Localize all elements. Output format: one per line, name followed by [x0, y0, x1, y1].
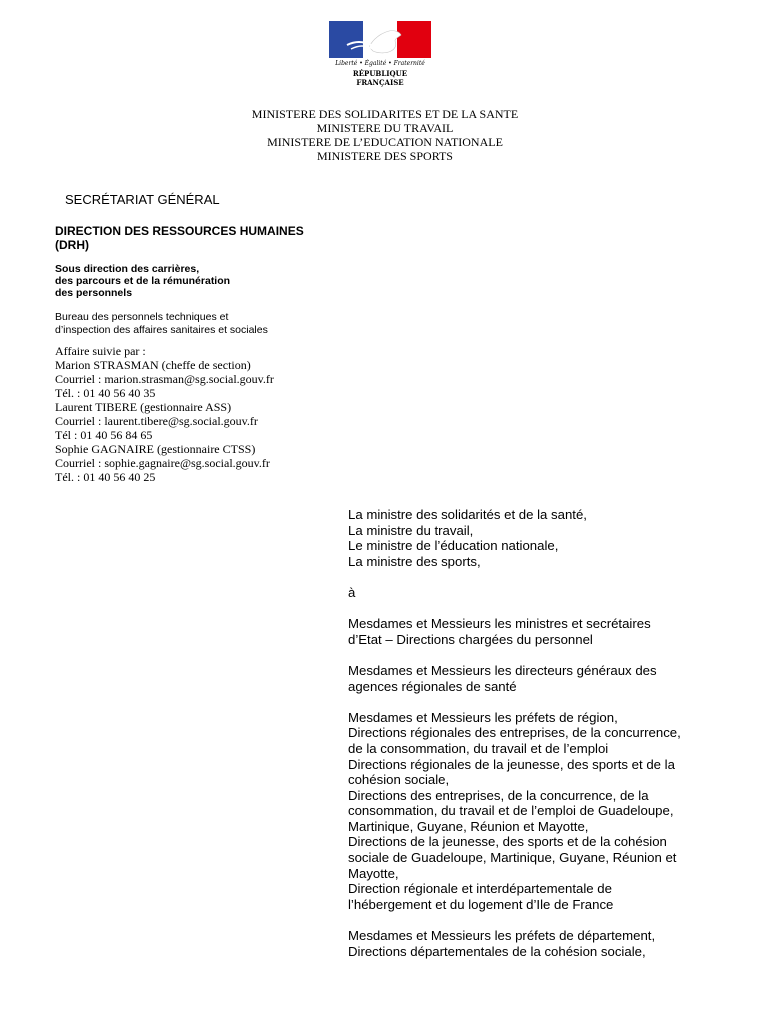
contact-line: Laurent TIBERE (gestionnaire ASS): [55, 400, 232, 414]
ministry-line: MINISTERE DU TRAVAIL: [316, 121, 454, 135]
motto: Liberté • Égalité • Fraternité: [335, 60, 425, 67]
sender-line: La ministre du travail,: [348, 522, 474, 538]
contact-line: Affaire suivie par :: [55, 344, 146, 358]
contact-block: [55, 344, 274, 484]
contact-phone: Tél. : 01 40 56 40 25: [55, 470, 156, 484]
bureau-line: Bureau des personnels techniques et: [55, 311, 229, 323]
marianne-flag-icon: [329, 21, 431, 58]
direction-line: (DRH): [55, 238, 89, 252]
sous-direction-line: des personnels: [55, 287, 133, 299]
sous-direction-line: Sous direction des carrières,: [55, 263, 200, 275]
recipient-line: Martinique, Guyane, Réunion et Mayotte,: [348, 818, 589, 834]
addressed-to: à: [348, 584, 356, 600]
recipient-line: l’hébergement et du logement d’Ile de France: [348, 896, 614, 912]
recipient-line: agences régionales de santé: [348, 678, 517, 694]
recipient-line: Directions régionales des entreprises, de la concurrence,: [348, 725, 681, 741]
republic-label: RÉPUBLIQUE FRANÇAISE: [352, 69, 408, 87]
recipient-group: [348, 710, 748, 913]
recipient-line: Direction régionale et interdépartementale de: [348, 881, 612, 897]
contact-email: Courriel : marion.strasman@sg.social.gouv.fr: [55, 372, 274, 386]
recipient-line: Mesdames et Messieurs les directeurs généraux des: [348, 662, 657, 678]
direction-title: [55, 224, 304, 252]
sender-line: Le ministre de l’éducation nationale,: [348, 538, 559, 554]
recipient-line: Directions de la jeunesse, des sports et de la cohésion: [348, 834, 667, 850]
recipient-line: Mayotte,: [348, 865, 399, 881]
recipient-group: [348, 663, 748, 694]
recipient-line: sociale de Guadeloupe, Martinique, Guyane, Réunion et: [348, 850, 677, 866]
sender-line: La ministre des solidarités et de la santé,: [348, 507, 587, 522]
sender-line: La ministre des sports,: [348, 553, 481, 569]
bureau-line: d’inspection des affaires sanitaires et sociales: [55, 323, 268, 336]
contact-line: Sophie GAGNAIRE (gestionnaire CTSS): [55, 442, 256, 456]
contact-email: Courriel : laurent.tibere@sg.social.gouv.fr: [55, 414, 258, 428]
recipients-block: [348, 507, 748, 959]
recipient-line: cohésion sociale,: [348, 772, 450, 788]
contact-email: Courriel : sophie.gagnaire@sg.social.gouv.fr: [55, 456, 270, 470]
recipient-line: Mesdames et Messieurs les ministres et secrétaires: [348, 616, 651, 632]
recipient-line: Directions régionales de la jeunesse, des sports et de la: [348, 756, 675, 772]
marianne-logo: [329, 21, 431, 87]
recipient-line: d’Etat – Directions chargées du personnel: [348, 631, 593, 647]
sous-direction: [55, 263, 230, 299]
recipient-line: consommation, du travail et de l’emploi de Guadeloupe,: [348, 803, 674, 819]
recipient-line: Directions des entreprises, de la concurrence, de la: [348, 787, 649, 803]
secretariat-general: SECRÉTARIAT GÉNÉRAL: [65, 192, 220, 207]
contact-phone: Tél : 01 40 56 84 65: [55, 428, 153, 442]
contact-phone: Tél. : 01 40 56 40 35: [55, 386, 156, 400]
direction-line: DIRECTION DES RESSOURCES HUMAINES: [55, 224, 304, 238]
ministry-line: MINISTERE DES SOLIDARITES ET DE LA SANTE: [251, 107, 519, 121]
recipient-line: Mesdames et Messieurs les préfets de région,: [348, 709, 618, 725]
ministries-heading: [185, 107, 585, 163]
bureau: [55, 311, 268, 336]
senders-list: [348, 507, 748, 569]
recipient-line: Mesdames et Messieurs les préfets de département,: [348, 928, 656, 944]
recipient-line: de la consommation, du travail et de l’emploi: [348, 740, 609, 756]
recipient-group: [348, 616, 748, 647]
sous-direction-line: des parcours et de la rémunération: [55, 275, 231, 287]
ministry-line: MINISTERE DES SPORTS: [317, 149, 453, 163]
recipient-group: [348, 928, 748, 959]
ministry-line: MINISTERE DE L’EDUCATION NATIONALE: [267, 135, 503, 149]
contact-line: Marion STRASMAN (cheffe de section): [55, 358, 251, 372]
recipient-line: Directions départementales de la cohésion sociale,: [348, 943, 646, 959]
